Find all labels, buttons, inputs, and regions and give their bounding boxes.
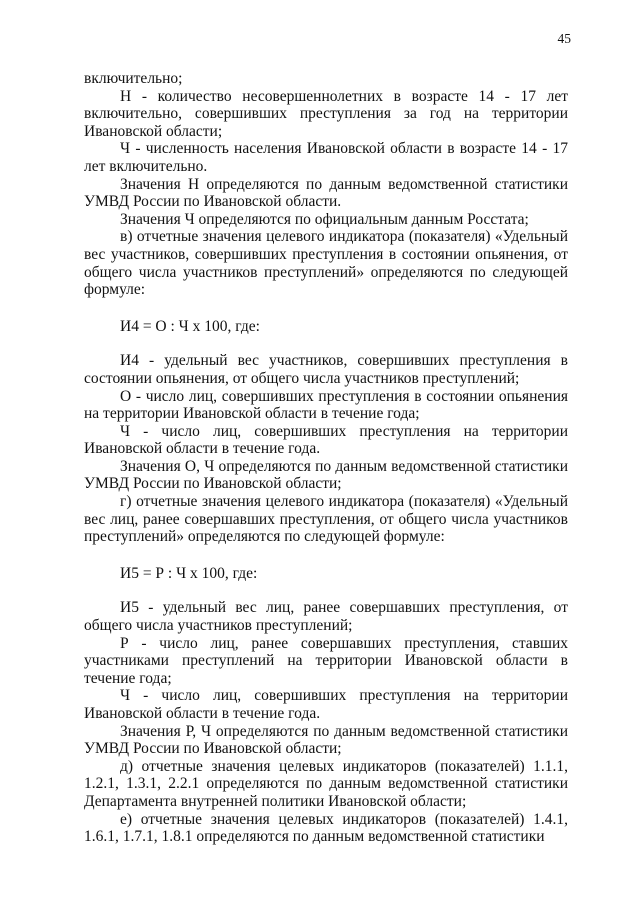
paragraph: е) отчетные значения целевых индикаторов (показателей) 1.4.1, 1.6.1, 1.7.1, 1.8.1 определяются по данным ведомственной статистики xyxy=(84,810,568,846)
paragraph: Значения Р, Ч определяются по данным ведомственной статистики УМВД России по Ивановской области; xyxy=(84,722,568,758)
paragraph: д) отчетные значения целевых индикаторов (показателей) 1.1.1, 1.2.1, 1.3.1, 2.2.1 определяются по данным ведомственной статистики Департамента внутренней политики Ивановской области; xyxy=(84,757,568,810)
paragraph: Н - количество несовершеннолетних в возрасте 14 - 17 лет включительно, совершивших преступления за год на территории Ивановской области; xyxy=(84,87,568,140)
paragraph: И4 - удельный вес участников, совершивших преступления в состоянии опьянения, от общего числа участников преступлений; xyxy=(84,352,568,387)
paragraph: Ч - численность населения Ивановской области в возрасте 14 - 17 лет включительно. xyxy=(84,140,568,175)
paragraph: О - число лиц, совершивших преступления в состоянии опьянения на территории Ивановской области в течение года; xyxy=(84,387,568,423)
formula-i4: И4 = О : Ч х 100, где: xyxy=(120,317,260,335)
document-body xyxy=(84,70,568,846)
paragraph: И5 - удельный вес лиц, ранее совершавших преступления, от общего числа участников преступлений; xyxy=(84,599,568,635)
paragraph: Ч - число лиц, совершивших преступления на территории Ивановской области в течение года. xyxy=(84,687,568,722)
paragraph: Ч - число лиц, совершивших преступления на территории Ивановской области в течение года. xyxy=(84,422,568,458)
page-number: 45 xyxy=(557,31,571,46)
paragraph: Р - число лиц, ранее совершавших преступления, ставших участниками преступлений на территории Ивановской области в течение года; xyxy=(84,634,568,687)
paragraph: в) отчетные значения целевого индикатора (показателя) «Удельный вес участников, совершивших преступления в состоянии опьянения, от общего числа участников преступлений» определяются по следующей формуле: xyxy=(84,228,568,299)
formula-i5: И5 = Р : Ч х 100, где: xyxy=(120,564,258,582)
paragraph: Значения Н определяются по данным ведомственной статистики УМВД России по Ивановской области. xyxy=(84,175,568,211)
paragraph: г) отчетные значения целевого индикатора (показателя) «Удельный вес лиц, ранее совершавших преступления, от общего числа участников преступлений» определяются по следующей формуле: xyxy=(84,493,568,546)
paragraph: Значения Ч определяются по официальным данным Росстата; xyxy=(120,210,529,228)
paragraph: Значения О, Ч определяются по данным ведомственной статистики УМВД России по Ивановской области; xyxy=(84,457,568,493)
paragraph: включительно; xyxy=(84,70,183,87)
